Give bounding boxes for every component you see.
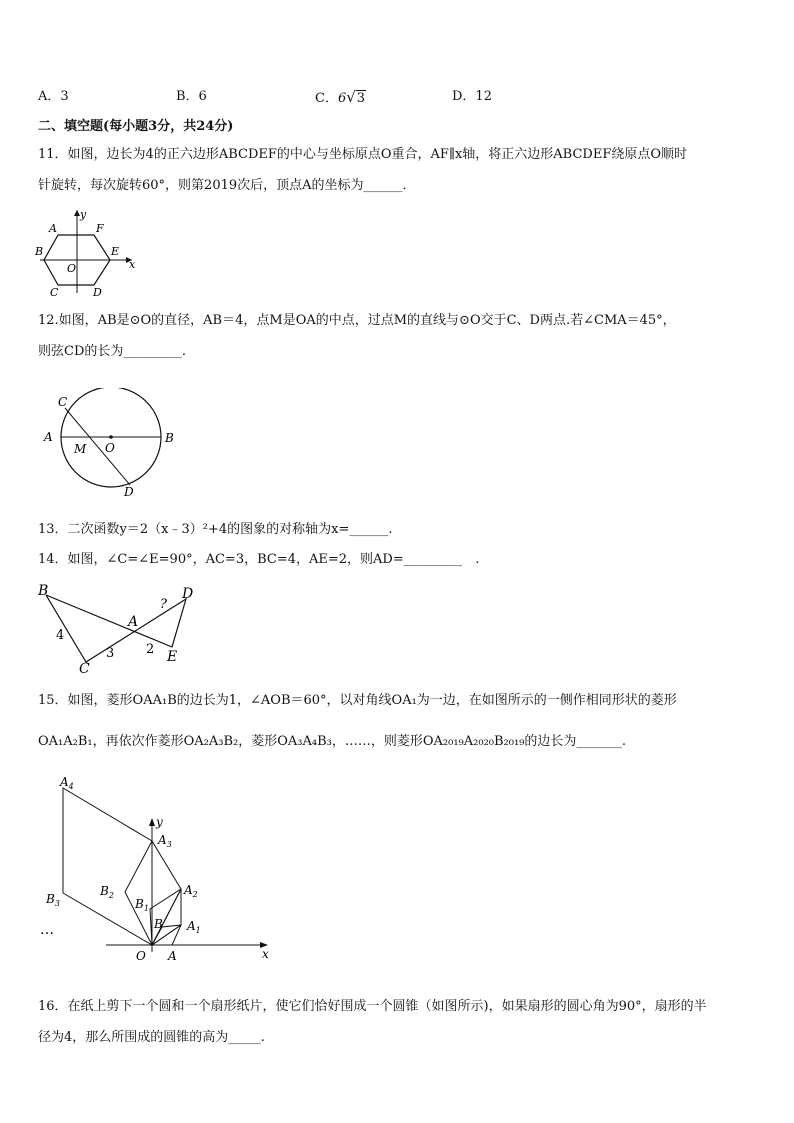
- q15-label-b2: [99, 884, 114, 900]
- q15-label-b3-main: B: [46, 892, 55, 906]
- q12-label-m: M: [74, 442, 87, 456]
- choice-c: [315, 88, 366, 108]
- q11-label-y: y: [80, 208, 87, 221]
- q15-label-o: O: [136, 949, 146, 963]
- q12-line2: 则弦CD的长为_________.: [38, 344, 187, 359]
- q11-label-b: B: [35, 245, 44, 258]
- q15-label-a: A: [168, 949, 177, 963]
- q15-label-b1-main: B: [135, 897, 144, 911]
- q15-ellipsis: …: [40, 922, 54, 938]
- q15-label-a4-sub: 4: [68, 782, 74, 791]
- q15-label-a2-sub: 2: [192, 890, 198, 899]
- sqrt-sign: √3: [346, 88, 366, 106]
- q11-line1: 11．如图，边长为4的正六边形ABCDEF的中心与坐标原点O重合，AF∥x轴，将正六边形ABCDEF绕原点O顺时: [38, 147, 687, 162]
- q15-label-b1: [134, 897, 149, 913]
- q15-label-a1: [186, 919, 201, 935]
- q12-line1: 12.如图，AB是⊙O的直径，AB＝4，点M是OA的中点，过点M的直线与⊙O交于C、D两点.若∠CMA＝45°，: [38, 313, 676, 328]
- q15-rhombus-figure: [34, 770, 284, 970]
- q12-circle-figure: [38, 388, 188, 500]
- q15-label-b: B: [154, 917, 163, 931]
- rhombus-oa2a3b2: [125, 841, 181, 945]
- q12-label-a: A: [44, 430, 53, 444]
- q12-label-d: D: [124, 485, 134, 499]
- choice-c-coef: 6: [337, 91, 347, 106]
- q16-line1: 16．在纸上剪下一个圆和一个扇形纸片，使它们恰好围成一个圆锥（如图所示)，如果扇形的圆心角为90°，扇形的半: [38, 999, 707, 1014]
- q14-length-ae: 2: [146, 642, 155, 657]
- q15-label-b3-sub: 3: [54, 899, 60, 908]
- q15-label-a1-sub: 1: [195, 926, 201, 935]
- q15-label-a3: [157, 833, 172, 849]
- q15-label-x: x: [262, 947, 269, 961]
- q11-label-c: C: [50, 286, 59, 297]
- q14-line1: 14．如图，∠C=∠E=90°，AC=3，BC=4，AE=2，则AD=_________ .: [38, 552, 480, 567]
- q15-label-a2: [183, 883, 198, 899]
- section-title: 二、填空题(每小题3分，共24分): [38, 119, 234, 134]
- q16-line2: 径为4，那么所围成的圆锥的高为_____.: [38, 1030, 265, 1045]
- q12-label-c: C: [58, 395, 68, 409]
- q11-label-x: x: [129, 258, 136, 271]
- q15-label-b2-sub: 2: [108, 891, 114, 900]
- q14-label-a: A: [128, 614, 139, 630]
- q11-label-f: F: [96, 222, 104, 235]
- choice-c-radicand: 3: [356, 91, 366, 106]
- q15-label-y: y: [156, 815, 163, 829]
- q14-question-mark: ?: [160, 597, 167, 612]
- choice-b: B．6: [176, 89, 207, 104]
- q15-label-a2-main: A: [184, 883, 193, 897]
- q14-label-e: E: [167, 649, 178, 665]
- q15-label-a4: [59, 775, 74, 791]
- q15-label-a3-main: A: [158, 833, 167, 847]
- y-axis-arrow: [149, 818, 155, 826]
- q11-label-a: A: [49, 222, 57, 235]
- q11-label-e: E: [111, 245, 120, 258]
- q14-label-c: C: [79, 661, 90, 676]
- choice-d: D．12: [452, 89, 492, 104]
- choice-a: A．3: [38, 89, 69, 104]
- q15-label-a4-main: A: [60, 775, 69, 789]
- q11-label-o: O: [67, 262, 77, 275]
- center-dot: [109, 435, 113, 439]
- choice-c-prefix: C．: [315, 91, 338, 106]
- q15-label-b3: [45, 892, 60, 908]
- q11-label-d: D: [93, 286, 102, 297]
- q15-label-a3-sub: 3: [166, 840, 172, 849]
- q12-label-o: O: [105, 441, 115, 455]
- q11-hexagon-figure: [32, 205, 144, 297]
- q13-line1: 13．二次函数y＝2（x﹣3）²+4的图象的对称轴为x=______.: [38, 522, 393, 537]
- q15-label-a1-main: A: [187, 919, 196, 933]
- q15-label-b1-sub: 1: [143, 904, 149, 913]
- q14-triangles-figure: [34, 578, 204, 676]
- q15-line1: 15．如图，菱形OAA₁B的边长为1，∠AOB＝60°，以对角线OA₁为一边，在如图所示的一侧作相同形状的菱形: [38, 693, 677, 708]
- q15-line2: OA₁A₂B₁，再依次作菱形OA₂A₃B₂，菱形OA₃A₄B₃，……，则菱形OA₂₀₁₉A₂₀₂₀B₂₀₁₉的边长为_______.: [38, 734, 627, 749]
- q14-length-ac: 3: [106, 646, 115, 661]
- q14-length-bc: 4: [56, 628, 65, 643]
- q15-label-b2-main: B: [100, 884, 109, 898]
- q12-label-b: B: [165, 431, 174, 445]
- q14-label-b: B: [38, 583, 49, 599]
- q14-label-d: D: [182, 586, 194, 602]
- q11-line2: 针旋转，每次旋转60°，则第2019次后，顶点A的坐标为______．: [38, 178, 416, 193]
